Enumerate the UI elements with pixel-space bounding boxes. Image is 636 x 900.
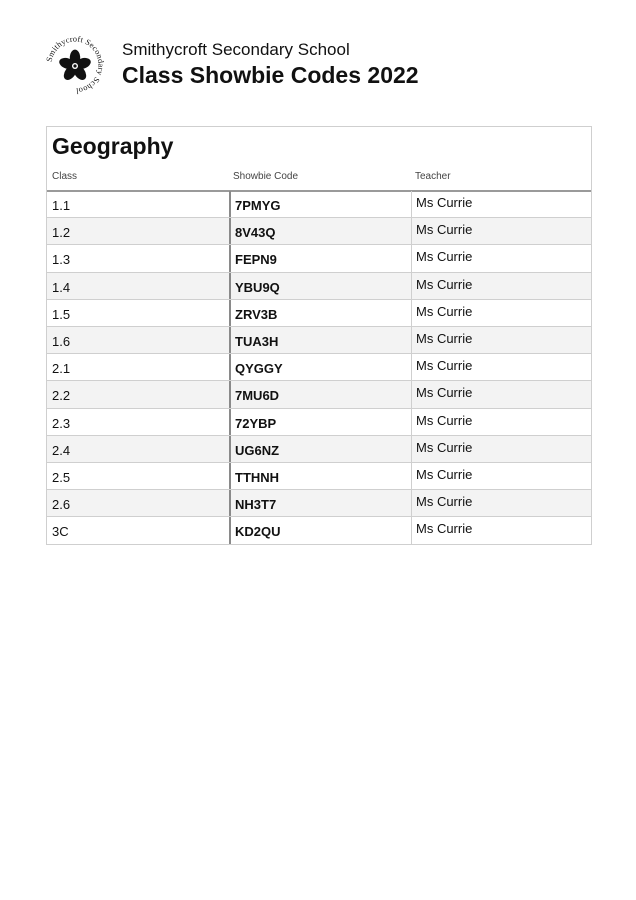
column-header-code: Showbie Code [233, 171, 299, 182]
table-row [47, 381, 591, 408]
code-cell: 7PMYG [229, 191, 411, 217]
page-title: Class Showbie Codes 2022 [122, 62, 419, 88]
teacher-cell: Ms Currie [411, 517, 591, 544]
table-row [47, 273, 591, 300]
table-row [47, 191, 591, 218]
table-row [47, 490, 591, 517]
teacher-cell: Ms Currie [411, 327, 591, 353]
teacher-cell: Ms Currie [411, 490, 591, 516]
class-cell: 2.2 [52, 388, 71, 404]
code-cell: FEPN9 [229, 245, 411, 271]
class-cell: 1.6 [52, 333, 71, 349]
class-cell: 1.4 [52, 279, 71, 295]
class-cell: 2.3 [52, 415, 71, 431]
code-cell: 7MU6D [229, 381, 411, 407]
teacher-cell: Ms Currie [411, 218, 591, 244]
code-cell: TUA3H [229, 327, 411, 353]
class-cell: 2.5 [52, 469, 71, 485]
codes-table [46, 126, 592, 545]
class-cell: 3C [52, 524, 69, 540]
logo-ring-text: Smithycroft Secondary School [44, 34, 106, 96]
teacher-cell: Ms Currie [411, 354, 591, 380]
class-cell: 1.1 [52, 198, 71, 213]
class-cell: 1.2 [52, 225, 71, 241]
class-cell: 1.5 [52, 306, 71, 322]
school-name: Smithycroft Secondary School [122, 40, 350, 59]
table-row [47, 218, 591, 245]
class-cell: 2.4 [52, 442, 71, 458]
class-cell: 2.6 [52, 497, 71, 513]
teacher-cell: Ms Currie [411, 273, 591, 299]
page-header [44, 34, 604, 106]
table-row [47, 245, 591, 272]
code-cell: YBU9Q [229, 273, 411, 299]
code-cell: UG6NZ [229, 436, 411, 462]
table-row [47, 517, 591, 544]
teacher-cell: Ms Currie [411, 409, 591, 435]
teacher-cell: Ms Currie [411, 300, 591, 326]
table-row [47, 327, 591, 354]
teacher-cell: Ms Currie [411, 463, 591, 489]
table-row [47, 436, 591, 463]
code-cell: QYGGY [229, 354, 411, 380]
code-cell: TTHNH [229, 463, 411, 489]
school-logo [44, 34, 106, 96]
teacher-cell: Ms Currie [411, 245, 591, 271]
teacher-cell: Ms Currie [411, 381, 591, 407]
table-row [47, 463, 591, 490]
code-cell: 8V43Q [229, 218, 411, 244]
flower-emblem [58, 50, 92, 83]
code-cell: KD2QU [229, 517, 411, 544]
section-title: Geography [52, 133, 174, 159]
class-cell: 2.1 [52, 361, 71, 377]
class-cell: 1.3 [52, 252, 71, 268]
table-row [47, 300, 591, 327]
table-row [47, 409, 591, 436]
table-body [47, 191, 591, 544]
column-header-class: Class [52, 171, 78, 182]
code-cell: NH3T7 [229, 490, 411, 516]
teacher-cell: Ms Currie [411, 436, 591, 462]
code-cell: ZRV3B [229, 300, 411, 326]
table-row [47, 354, 591, 381]
code-cell: 72YBP [229, 409, 411, 435]
column-header-teacher: Teacher [415, 171, 451, 182]
teacher-cell: Ms Currie [411, 191, 591, 217]
